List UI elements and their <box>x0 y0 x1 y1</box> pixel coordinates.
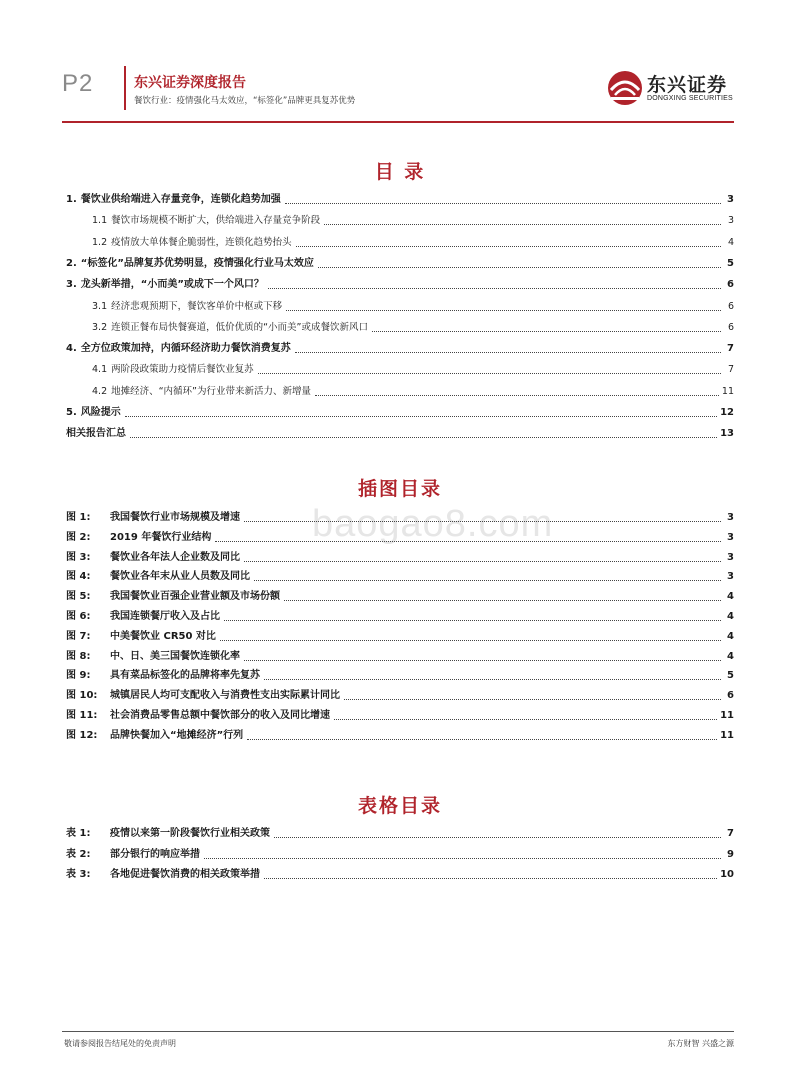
entry-page-number: 6 <box>727 300 734 312</box>
entry-label: 疫情放大单体餐企脆弱性，连锁化趋势抬头 <box>111 236 292 248</box>
entry-page-number: 12 <box>720 407 734 418</box>
entry-number: 2. <box>66 257 77 269</box>
entry-page-number: 3 <box>727 194 734 205</box>
entry-page-number: 5 <box>727 670 734 682</box>
dot-leader <box>204 858 721 859</box>
entry-page-number: 13 <box>720 428 734 440</box>
entry-page-number: 7 <box>727 364 734 376</box>
entry-page-number: 4 <box>727 236 734 248</box>
table-entry[interactable] <box>66 866 734 882</box>
figure-entry[interactable] <box>66 707 734 723</box>
entry-page-number: 9 <box>727 848 734 860</box>
entry-label: 具有菜品标签化的品牌将率先复苏 <box>110 670 260 682</box>
figure-entry[interactable] <box>66 648 734 664</box>
entry-page-number: 3 <box>727 551 734 563</box>
dot-leader <box>220 640 721 641</box>
entry-page-number: 3 <box>727 571 734 583</box>
dot-leader <box>264 679 721 680</box>
entry-label: 疫情以来第一阶段餐饮行业相关政策 <box>110 828 270 839</box>
figure-entry[interactable] <box>66 529 734 545</box>
figure-entry[interactable] <box>66 687 734 703</box>
logo-mark-icon <box>607 70 643 106</box>
table-list-title: 表格目录 <box>357 795 442 817</box>
entry-page-number: 4 <box>727 630 734 642</box>
entry-number: 表 2: <box>66 848 91 860</box>
watermark: baogao8.com <box>312 503 554 545</box>
entry-number: 5. <box>66 407 77 418</box>
entry-page-number: 6 <box>727 321 734 333</box>
entry-page-number: 3 <box>727 512 734 523</box>
page-label: P2 <box>62 70 94 97</box>
toc-entry[interactable] <box>66 276 734 292</box>
dot-leader <box>264 878 717 879</box>
entry-page-number: 5 <box>727 257 734 269</box>
entry-label: 中、日、美三国餐饮连锁化率 <box>110 650 240 662</box>
entry-number: 图 11: <box>66 710 98 721</box>
entry-label: 连锁正餐布局快餐赛道，低价优质的“小而美”或成餐饮新风口 <box>111 321 368 333</box>
entry-label: 品牌快餐加入“地摊经济”行列 <box>110 729 244 741</box>
report-title: 东兴证券深度报告 <box>134 75 246 91</box>
footer-rule <box>62 1031 734 1032</box>
entry-number: 表 1: <box>66 828 91 839</box>
dot-leader <box>318 267 721 268</box>
toc-entry[interactable] <box>66 404 734 420</box>
dot-leader <box>215 541 721 542</box>
entry-label: 2019 年餐饮行业结构 <box>110 531 212 543</box>
toc-entry[interactable] <box>92 234 734 250</box>
entry-page-number: 11 <box>721 385 734 397</box>
entry-label: 社会消费品零售总额中餐饮部分的收入及同比增速 <box>110 710 330 721</box>
entry-label: 餐饮业各年末从业人员数及同比 <box>110 571 250 583</box>
entry-number: 图 2: <box>66 531 91 543</box>
toc-entry[interactable] <box>92 319 734 335</box>
figure-list-title: 插图目录 <box>357 478 442 500</box>
entry-number: 图 10: <box>66 690 98 702</box>
logo-english-name: DONGXING SECURITIES <box>647 95 733 102</box>
footer-disclaimer: 敬请参阅报告结尾处的免责声明 <box>64 1039 176 1048</box>
logo-name: 东兴证券 <box>647 74 728 96</box>
entry-page-number: 7 <box>727 343 734 355</box>
dot-leader <box>125 416 717 417</box>
entry-page-number: 10 <box>720 869 734 880</box>
entry-label: 风险提示 <box>80 407 121 418</box>
entry-label: 餐饮业供给端进入存量竞争，连锁化趋势加强 <box>80 194 281 205</box>
entry-label: 经济悲观预期下，餐饮客单价中枢或下移 <box>111 300 283 312</box>
entry-label: 我国连锁餐厅收入及占比 <box>110 611 220 622</box>
toc-entry[interactable] <box>92 212 734 228</box>
toc-entry[interactable] <box>92 383 734 399</box>
entry-number: 表 3: <box>66 869 91 880</box>
entry-label: 两阶段政策助力疫情后餐饮业复苏 <box>111 364 254 376</box>
dot-leader <box>254 580 721 581</box>
report-subtitle: 餐饮行业：疫情强化马太效应，“标签化”品牌更具复苏优势 <box>134 96 356 106</box>
entry-label: 各地促进餐饮消费的相关政策举措 <box>110 869 260 880</box>
entry-number: 图 9: <box>66 670 91 682</box>
figure-entry[interactable] <box>66 667 734 683</box>
dot-leader <box>372 331 721 332</box>
entry-label: 餐饮市场规模不断扩大，供给端进入存量竞争阶段 <box>111 215 321 227</box>
footer-slogan: 东方财智 兴盛之源 <box>667 1039 734 1048</box>
dot-leader <box>324 224 721 225</box>
entry-label: 龙头新举措，“小而美”或成下一个风口？ <box>80 279 264 291</box>
company-logo <box>607 70 747 110</box>
dot-leader <box>258 373 721 374</box>
header-rule <box>62 121 734 123</box>
entry-page-number: 3 <box>727 215 734 227</box>
figure-entry[interactable] <box>66 588 734 604</box>
dot-leader <box>244 660 721 661</box>
dot-leader <box>244 561 721 562</box>
figure-entry[interactable] <box>66 727 734 743</box>
entry-page-number: 11 <box>720 710 734 721</box>
dot-leader <box>130 437 717 438</box>
entry-label: 部分银行的响应举措 <box>110 848 200 860</box>
entry-number: 图 6: <box>66 611 91 622</box>
entry-page-number: 4 <box>727 611 734 622</box>
entry-page-number: 4 <box>727 650 734 662</box>
toc-title: 目 录 <box>374 161 426 183</box>
entry-label: 餐饮业各年法人企业数及同比 <box>110 551 240 563</box>
entry-page-number: 4 <box>727 591 734 603</box>
dot-leader <box>268 288 721 289</box>
entry-number: 1.1 <box>92 215 108 227</box>
entry-label: 中美餐饮业 CR50 对比 <box>110 630 216 642</box>
entry-page-number: 6 <box>727 279 734 291</box>
entry-label: 我国餐饮业百强企业营业额及市场份额 <box>110 591 280 603</box>
entry-number: 图 8: <box>66 650 91 662</box>
entry-number: 1.2 <box>92 236 108 248</box>
entry-page-number: 11 <box>720 729 734 741</box>
entry-label: 城镇居民人均可支配收入与消费性支出实际累计同比 <box>110 690 340 702</box>
dot-leader <box>334 719 717 720</box>
entry-label: 相关报告汇总 <box>66 428 126 440</box>
entry-page-number: 3 <box>727 531 734 543</box>
dot-leader <box>247 739 717 740</box>
dot-leader <box>295 352 721 353</box>
toc-entry[interactable] <box>66 255 734 271</box>
figure-entry[interactable] <box>66 509 734 525</box>
entry-label: 我国餐饮行业市场规模及增速 <box>110 512 240 523</box>
entry-number: 4.2 <box>92 385 108 397</box>
entry-label: 全方位政策加持，内循环经济助力餐饮消费复苏 <box>80 343 291 355</box>
entry-number: 图 12: <box>66 729 98 741</box>
figure-entry[interactable] <box>66 568 734 584</box>
dot-leader <box>224 620 721 621</box>
figure-entry[interactable] <box>66 608 734 624</box>
table-entry[interactable] <box>66 846 734 862</box>
dot-leader <box>285 203 721 204</box>
header-divider <box>124 66 126 110</box>
entry-number: 3. <box>66 279 77 291</box>
entry-number: 图 3: <box>66 551 91 563</box>
entry-number: 图 7: <box>66 630 91 642</box>
entry-number: 图 1: <box>66 512 91 523</box>
dot-leader <box>286 310 721 311</box>
dot-leader <box>274 837 721 838</box>
table-entry[interactable] <box>66 825 734 841</box>
entry-number: 4.1 <box>92 364 108 376</box>
toc-entry[interactable] <box>66 340 734 356</box>
dot-leader <box>284 600 721 601</box>
dot-leader <box>244 521 721 522</box>
entry-page-number: 6 <box>727 690 734 702</box>
toc-entry[interactable] <box>92 298 734 314</box>
entry-page-number: 7 <box>727 828 734 839</box>
toc-entry[interactable] <box>66 425 734 441</box>
entry-number: 1. <box>66 194 77 205</box>
dot-leader <box>296 246 721 247</box>
toc-entry[interactable] <box>92 361 734 377</box>
dot-leader <box>344 699 721 700</box>
entry-number: 4. <box>66 343 77 355</box>
entry-number: 图 5: <box>66 591 91 603</box>
entry-label: 地摊经济、“内循环”为行业带来新活力、新增量 <box>111 385 311 397</box>
figure-entry[interactable] <box>66 549 734 565</box>
figure-entry[interactable] <box>66 628 734 644</box>
entry-number: 3.2 <box>92 321 108 333</box>
entry-label: “标签化”品牌复苏优势明显，疫情强化行业马太效应 <box>80 257 314 269</box>
entry-number: 图 4: <box>66 571 91 583</box>
toc-entry[interactable] <box>66 191 734 207</box>
dot-leader <box>315 395 719 396</box>
entry-number: 3.1 <box>92 300 108 312</box>
